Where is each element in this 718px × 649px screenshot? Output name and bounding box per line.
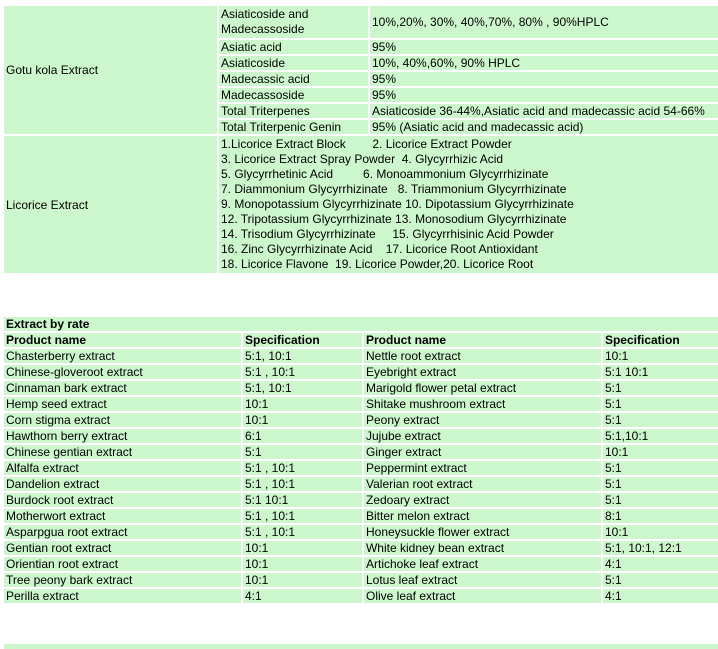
product-name: Eyebright extract [364, 365, 601, 379]
product-name: Gentian root extract [4, 541, 241, 555]
product-name: Alfalfa extract [4, 461, 241, 475]
product-name: Bitter melon extract [364, 509, 601, 523]
footer-bar [4, 644, 718, 649]
product-name: Asiaticoside [219, 56, 368, 70]
table-row [4, 349, 718, 363]
specification: 5:1 [603, 573, 718, 587]
product-name: Peony extract [364, 413, 601, 427]
specification: 4:1 [243, 589, 362, 603]
product-name: Cinnaman bark extract [4, 381, 241, 395]
specification: 10%,20%, 30%, 40%,70%, 80% , 90%HPLC [370, 6, 718, 38]
product-name: Chinese gentian extract [4, 445, 241, 459]
table-row [4, 397, 718, 411]
table-row [4, 429, 718, 443]
product-name: Valerian root extract [364, 477, 601, 491]
specification: 95% [370, 72, 718, 86]
column-header: Specification [603, 333, 718, 347]
list-item: 16. Zinc Glycyrrhizinate Acid 17. Licorice Root Antioxidant [221, 242, 538, 256]
specification: 5:1 [603, 413, 718, 427]
specification: 95% [370, 88, 718, 102]
group-name: Licorice Extract [4, 136, 217, 273]
table-row [4, 589, 718, 603]
specification: 5:1,10:1 [603, 429, 718, 443]
product-name: Nettle root extract [364, 349, 601, 363]
table-row [4, 493, 718, 507]
specification: 5:1 [243, 445, 362, 459]
list-item: 9. Monopotassium Glycyrrhizinate 10. Dipotassium Glycyrrhizinate [221, 197, 574, 211]
product-name: Hemp seed extract [4, 397, 241, 411]
table-row [4, 136, 718, 273]
group-name: Gotu kola Extract [4, 6, 217, 134]
specification: 5:1 [603, 493, 718, 507]
specification: 5:1 [603, 477, 718, 491]
table-row [4, 509, 718, 523]
product-name: Lotus leaf extract [364, 573, 601, 587]
table-row [4, 445, 718, 459]
column-header: Product name [364, 333, 601, 347]
specification: 5:1 10:1 [603, 365, 718, 379]
table-row [4, 557, 718, 571]
product-name: Madecassoside [219, 88, 368, 102]
product-name: Asiaticoside and Madecassoside [219, 6, 368, 38]
specification: 5:1 , 10:1 [243, 525, 362, 539]
column-header: Product name [4, 333, 241, 347]
product-name: Ginger extract [364, 445, 601, 459]
product-name: Zedoary extract [364, 493, 601, 507]
product-name: Chasterberry extract [4, 349, 241, 363]
list-item: 5. Glycyrrhetinic Acid 6. Monoammonium Glycyrrhizinate [221, 167, 549, 181]
product-name: Motherwort extract [4, 509, 241, 523]
specification: 95% (Asiatic acid and madecassic acid) [370, 120, 718, 134]
specification: 5:1 , 10:1 [243, 509, 362, 523]
product-name: Tree peony bark extract [4, 573, 241, 587]
product-name: Perilla extract [4, 589, 241, 603]
product-name: Hawthorn berry extract [4, 429, 241, 443]
specification: 5:1 , 10:1 [243, 477, 362, 491]
specification-table [2, 4, 718, 275]
table-row [4, 6, 718, 38]
specification: 5:1, 10:1 [243, 381, 362, 395]
specification: 10:1 [243, 397, 362, 411]
specification: 10:1 [243, 413, 362, 427]
table-row [4, 461, 718, 475]
specification: 5:1 [603, 381, 718, 395]
product-name: Olive leaf extract [364, 589, 601, 603]
product-name: Asparpgua root extract [4, 525, 241, 539]
specification: 10:1 [243, 557, 362, 571]
extract-by-rate-table-body [4, 317, 718, 603]
list-item: 7. Diammonium Glycyrrhizinate 8. Triammonium Glycyrrhizinate [221, 182, 567, 196]
product-name: Chinese-gloveroot extract [4, 365, 241, 379]
product-name: Dandelion extract [4, 477, 241, 491]
specification: 5:1 [603, 461, 718, 475]
product-name: Honeysuckle flower extract [364, 525, 601, 539]
table-row [4, 573, 718, 587]
product-name: Peppermint extract [364, 461, 601, 475]
specification: 10:1 [603, 349, 718, 363]
column-header: Specification [243, 333, 362, 347]
list-item: 3. Licorice Extract Spray Powder 4. Glycyrrhizic Acid [221, 152, 504, 166]
specification: 5:1, 10:1, 12:1 [603, 541, 718, 555]
product-name: Madecassic acid [219, 72, 368, 86]
specification: 4:1 [603, 557, 718, 571]
specification: 10:1 [243, 573, 362, 587]
list-item: 12. Tripotassium Glycyrrhizinate 13. Monosodium Glycyrrhizinate [221, 212, 567, 226]
extract-by-rate-table [2, 315, 718, 605]
product-name: Total Triterpenes [219, 104, 368, 118]
specification: 10:1 [243, 541, 362, 555]
specification: 5:1 , 10:1 [243, 365, 362, 379]
header-row [4, 333, 718, 347]
specification: 5:1 [603, 397, 718, 411]
table-title-row [4, 317, 718, 331]
product-name: Corn stigma extract [4, 413, 241, 427]
specification: 5:1, 10:1 [243, 349, 362, 363]
specification: 10%, 40%,60%, 90% HPLC [370, 56, 718, 70]
product-name: Asiatic acid [219, 40, 368, 54]
product-name: Artichoke leaf extract [364, 557, 601, 571]
specification: 8:1 [603, 509, 718, 523]
list-item: 18. Licorice Flavone 19. Licorice Powder,20. Licorice Root [221, 257, 534, 271]
product-name: Marigold flower petal extract [364, 381, 601, 395]
specification: 10:1 [603, 525, 718, 539]
table-title: Extract by rate [4, 317, 718, 331]
table-row [4, 381, 718, 395]
specification: 95% [370, 40, 718, 54]
product-name: Orientian root extract [4, 557, 241, 571]
specification: 4:1 [603, 589, 718, 603]
product-name: Burdock root extract [4, 493, 241, 507]
list-item: 1.Licorice Extract Block 2. Licorice Extract Powder [221, 137, 512, 151]
specification: 10:1 [603, 445, 718, 459]
table-row [4, 525, 718, 539]
specification: Asiaticoside 36-44%,Asiatic acid and madecassic acid 54-66% [370, 104, 718, 118]
product-name: White kidney bean extract [364, 541, 601, 555]
specification: 6:1 [243, 429, 362, 443]
product-name: Jujube extract [364, 429, 601, 443]
table-row [4, 541, 718, 555]
list-item: 14. Trisodium Glycyrrhizinate 15. Glycyrrhisinic Acid Powder [221, 227, 554, 241]
product-name: Total Triterpenic Genin [219, 120, 368, 134]
table-row [4, 413, 718, 427]
specification: 5:1 , 10:1 [243, 461, 362, 475]
specification-table-body [4, 6, 718, 273]
table-row [4, 365, 718, 379]
specification: 5:1 10:1 [243, 493, 362, 507]
product-list [219, 136, 718, 273]
product-name: Shitake mushroom extract [364, 397, 601, 411]
table-row [4, 477, 718, 491]
